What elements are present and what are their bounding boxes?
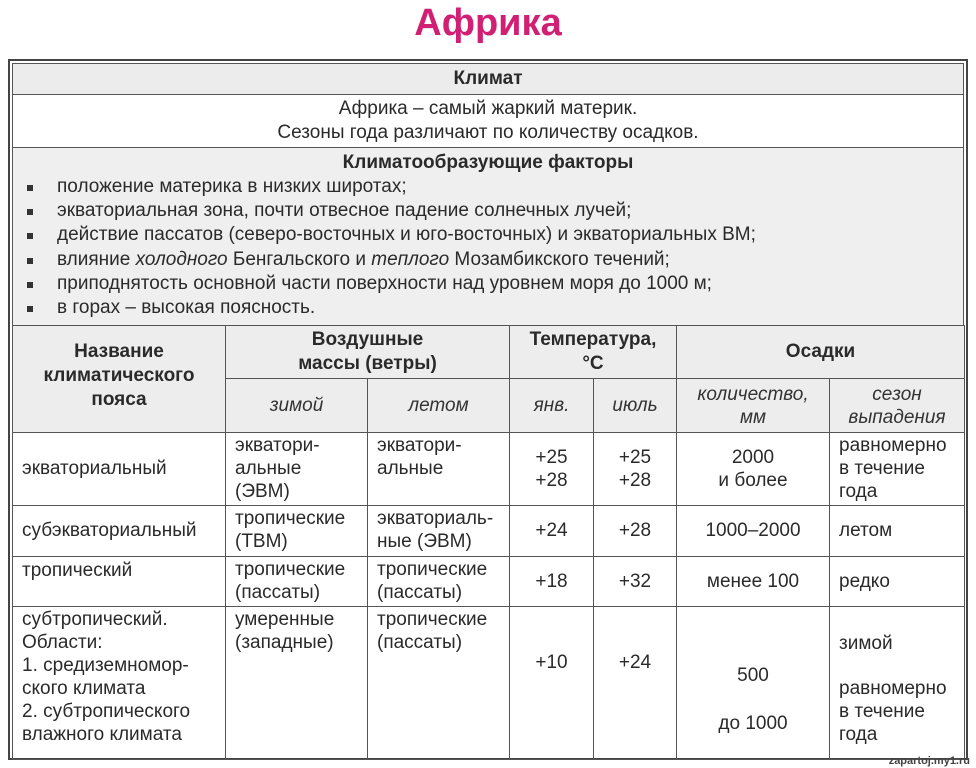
precip-season: летом bbox=[830, 506, 965, 557]
precip-season: редко bbox=[830, 557, 965, 607]
intro-line-1: Африка – самый жаркий материк. bbox=[338, 98, 638, 119]
summer-air: экватори- альные bbox=[368, 433, 510, 506]
table-row bbox=[13, 506, 965, 557]
precip-amount: 1000–2000 bbox=[677, 506, 830, 557]
precip-amount: 500 до 1000 bbox=[677, 607, 830, 760]
table-row bbox=[13, 433, 965, 506]
header-winter: зимой bbox=[226, 379, 368, 433]
jan-temp: +24 bbox=[510, 506, 594, 557]
bullet-icon bbox=[27, 185, 33, 191]
list-item: действие пассатов (северо-восточных и юго-восточных) и экваториальных ВМ; bbox=[23, 223, 963, 247]
climate-table bbox=[12, 325, 965, 760]
header-air-masses: Воздушные массы (ветры) bbox=[226, 326, 510, 379]
climate-intro bbox=[12, 94, 964, 147]
header-july: июль bbox=[594, 379, 677, 433]
jul-temp: +32 bbox=[594, 557, 677, 607]
belt-name: субтропический. Области: 1. средиземномор- ского климата 2. субтропического влажного климата bbox=[13, 607, 226, 760]
watermark: zapartoj.my1.ru bbox=[888, 755, 970, 767]
header-summer: летом bbox=[368, 379, 510, 433]
factors-title: Климатообразующие факторы bbox=[342, 152, 634, 173]
winter-air: умеренные (западные) bbox=[226, 607, 368, 760]
list-item: приподнятость основной части поверхности над уровнем моря до 1000 м; bbox=[23, 272, 963, 296]
climate-header: Климат bbox=[12, 63, 964, 94]
winter-air: экватори- альные (ЭВМ) bbox=[226, 433, 368, 506]
list-item: влияние холодного Бенгальского и теплого Мозамбикского течений; bbox=[23, 248, 963, 272]
precip-season: зимой равномерно в течение года bbox=[830, 607, 965, 760]
header-season: сезон выпадения bbox=[830, 379, 965, 433]
table-row bbox=[13, 607, 965, 760]
table-row bbox=[13, 557, 965, 607]
precip-amount: менее 100 bbox=[677, 557, 830, 607]
bullet-icon bbox=[27, 233, 33, 239]
bullet-icon bbox=[27, 306, 33, 312]
jan-temp: +25 +28 bbox=[510, 433, 594, 506]
list-item: в горах – высокая поясность. bbox=[23, 296, 963, 320]
header-january: янв. bbox=[510, 379, 594, 433]
jan-temp: +18 bbox=[510, 557, 594, 607]
header-temperature: Температура, °С bbox=[510, 326, 677, 379]
factors-list bbox=[13, 175, 963, 320]
factors-block bbox=[12, 147, 964, 325]
list-item: экваториальная зона, почти отвесное падение солнечных лучей; bbox=[23, 199, 963, 223]
belt-name: тропический bbox=[13, 557, 226, 607]
bullet-icon bbox=[27, 258, 33, 264]
precip-amount: 2000 и более bbox=[677, 433, 830, 506]
jul-temp: +24 bbox=[594, 607, 677, 760]
header-precipitation: Осадки bbox=[677, 326, 965, 379]
header-amount: количество, мм bbox=[677, 379, 830, 433]
list-item: положение материка в низких широтах; bbox=[23, 175, 963, 199]
precip-season: равномерно в течение года bbox=[830, 433, 965, 506]
page-title: Африка bbox=[414, 2, 562, 44]
jan-temp: +10 bbox=[510, 607, 594, 760]
winter-air: тропические (ТВМ) bbox=[226, 506, 368, 557]
summer-air: тропические (пассаты) bbox=[368, 607, 510, 760]
header-belt: Название климатического пояса bbox=[13, 326, 226, 433]
winter-air: тропические (пассаты) bbox=[226, 557, 368, 607]
summer-air: тропические (пассаты) bbox=[368, 557, 510, 607]
belt-name: экваториальный bbox=[13, 433, 226, 506]
bullet-icon bbox=[27, 282, 33, 288]
jul-temp: +28 bbox=[594, 506, 677, 557]
belt-name: субэкваториальный bbox=[13, 506, 226, 557]
intro-line-2: Сезоны года различают по количеству осадков. bbox=[277, 122, 699, 143]
summer-air: экваториаль- ные (ЭВМ) bbox=[368, 506, 510, 557]
jul-temp: +25 +28 bbox=[594, 433, 677, 506]
bullet-icon bbox=[27, 209, 33, 215]
